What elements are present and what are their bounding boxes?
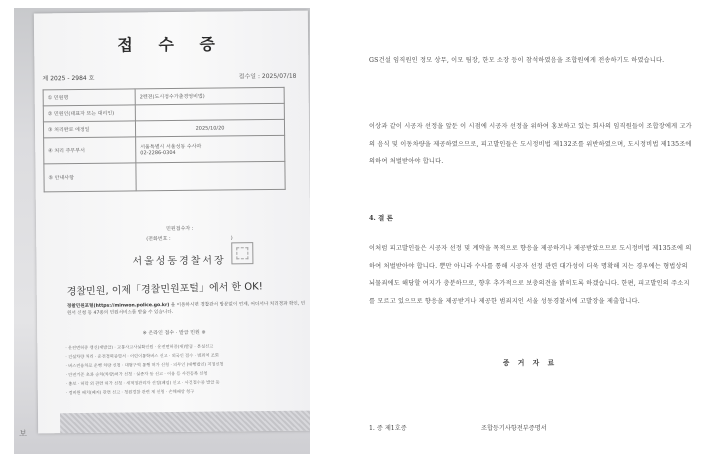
- receipt-row-value: [136, 161, 285, 191]
- receipt-sheet: [34, 11, 310, 434]
- receipt-row-value: [136, 135, 285, 163]
- receipt-row-label: ④ 처리 주무부서: [44, 137, 136, 164]
- service-heading: ※ 온라인 접수 · 발급 민원 ※: [142, 329, 206, 337]
- phone-label: (전화번호 :: [146, 236, 171, 243]
- corner-mark: 보: [19, 429, 27, 438]
- official-seal: [231, 242, 253, 264]
- receipt-title: 접 수 증: [117, 34, 225, 55]
- receipt-row-value: [135, 103, 284, 121]
- receipt-row: [44, 135, 285, 164]
- evidence-item: [369, 423, 547, 432]
- evidence-heading: 증 거 자 료: [502, 359, 558, 367]
- service-list: [65, 341, 306, 398]
- section-heading: 4. 결 론: [369, 214, 393, 222]
- receipt-photo: [14, 8, 310, 454]
- department-name: 서울특별시 서울성동 수사과: [140, 143, 202, 151]
- receipt-number: 제 2025 - 2984 호: [42, 74, 95, 83]
- receipt-row-value: 2렌젼(도시정수가출경영비법): [135, 87, 284, 105]
- portal-description: [67, 301, 307, 318]
- service-line: · 홍보 · 허락 외 관련 허가 신청 · 새적정관리자 선정(폐업) 신고 · 사건접수증 발급 등: [65, 379, 220, 387]
- receipt-row: [44, 161, 285, 192]
- receipt-row-value: 2025/10/20: [135, 119, 284, 137]
- civil-officer-line: 민원접수자 :: [166, 225, 194, 233]
- receipt-table: [43, 87, 286, 193]
- evidence-title: 조합등기사항전부증명서: [480, 425, 547, 432]
- portal-text: 을 이용하시면 경찰관서 방문없이 언제, 어디서나 처리경과 확인, 민원서 신청 등 47종의 민원서비스를 받을 수 있습니다.: [66, 301, 306, 317]
- portal-url: 경찰민원포털(https://minwon.police.go.kr): [66, 303, 170, 310]
- receipt-row-label: ① 민원명: [43, 89, 135, 106]
- paragraph: GS건설 임직원인 정모 상무, 이모 팀장, 한모 소장 등이 참석하였음을 조합원에게 전송하기도 하였습니다.: [369, 57, 665, 64]
- paragraph: 이상과 같이 시공자 선정을 앞둔 이 시점에 시공자 선정을 위하여 홍보하고 있는 회사의 임직원들이 조합장에게 고가의 음식 및 이동차량을 제공하였으므로, 피고발인들은 도시정비법 제132조를 위반하였으며, 도시정비법 제135조에 의하여 처벌받아야 합니다.: [369, 123, 692, 165]
- police-station-name: 서울성동경찰서장: [132, 255, 226, 268]
- service-line: · 건설차량 처리 · 운전경력증명서 · 어린이통학버스 신고 · 외국인 접수 · 범죄처 조회: [65, 352, 219, 360]
- service-line: · 버스전용차로 운행 차량 신청 · 대형구역 통행 허가 신청 · 의무인 (대행법인) 지정신청: [65, 361, 224, 369]
- receipt-date: 접수일 : 2025/07/18: [238, 72, 297, 81]
- service-line: · 안전기준 초과 승차(차량)허가 신청 · 실종자 등 신고 · 이용 등 사전등록 신청: [65, 370, 208, 378]
- receipt-row-label: ③ 처리완료 예정일: [43, 121, 135, 138]
- evidence-number: 1. 증 제1호증: [369, 425, 407, 432]
- document-page: [351, 0, 709, 461]
- service-line: · 경비원 배치(폐지) 관련 신고 · 청원경찰 관련 제 신청 · 손해배상 청구: [65, 388, 195, 396]
- receipt-row-label: ② 민원인(대표자 또는 대리인): [43, 105, 135, 122]
- department-phone: 02-2286-0304: [140, 149, 176, 157]
- receipt-row-label: ⑤ 안내사항: [44, 163, 136, 192]
- portal-headline: 경찰민원, 이제「경찰민원포털」에서 한 OK!: [66, 281, 263, 298]
- phone-line: [146, 234, 233, 242]
- paragraph: 이처럼 피고발인들은 시공자 선정 및 계약을 목적으로 향응을 제공하거나 제공받았으므로 도시정비법 제135조에 의하여 처벌받아야 합니다. 뿐만 아니라 수사를 통해 시공자 선정 관련 대가성이 더욱 명확해 지는 경우에는 형법상의 뇌물죄에도 해당할 여지가 충분하므로, 향후 추가적으로 보충의견을 밝히도록 하겠습니다. 한편, 피고발인의 주소지를 모르고 있으므로 향응을 제공받거나 제공한 범죄지인 서울 성동경찰서에 고발장을 제출합니다.: [369, 245, 692, 305]
- service-line: · 운전면허증 갱신(재발급) · 교통사고사실확인원 · 운전면허증(재)발급 · 분실신고: [65, 343, 214, 351]
- phone-close: ): [230, 235, 233, 242]
- security-pattern: [60, 411, 310, 434]
